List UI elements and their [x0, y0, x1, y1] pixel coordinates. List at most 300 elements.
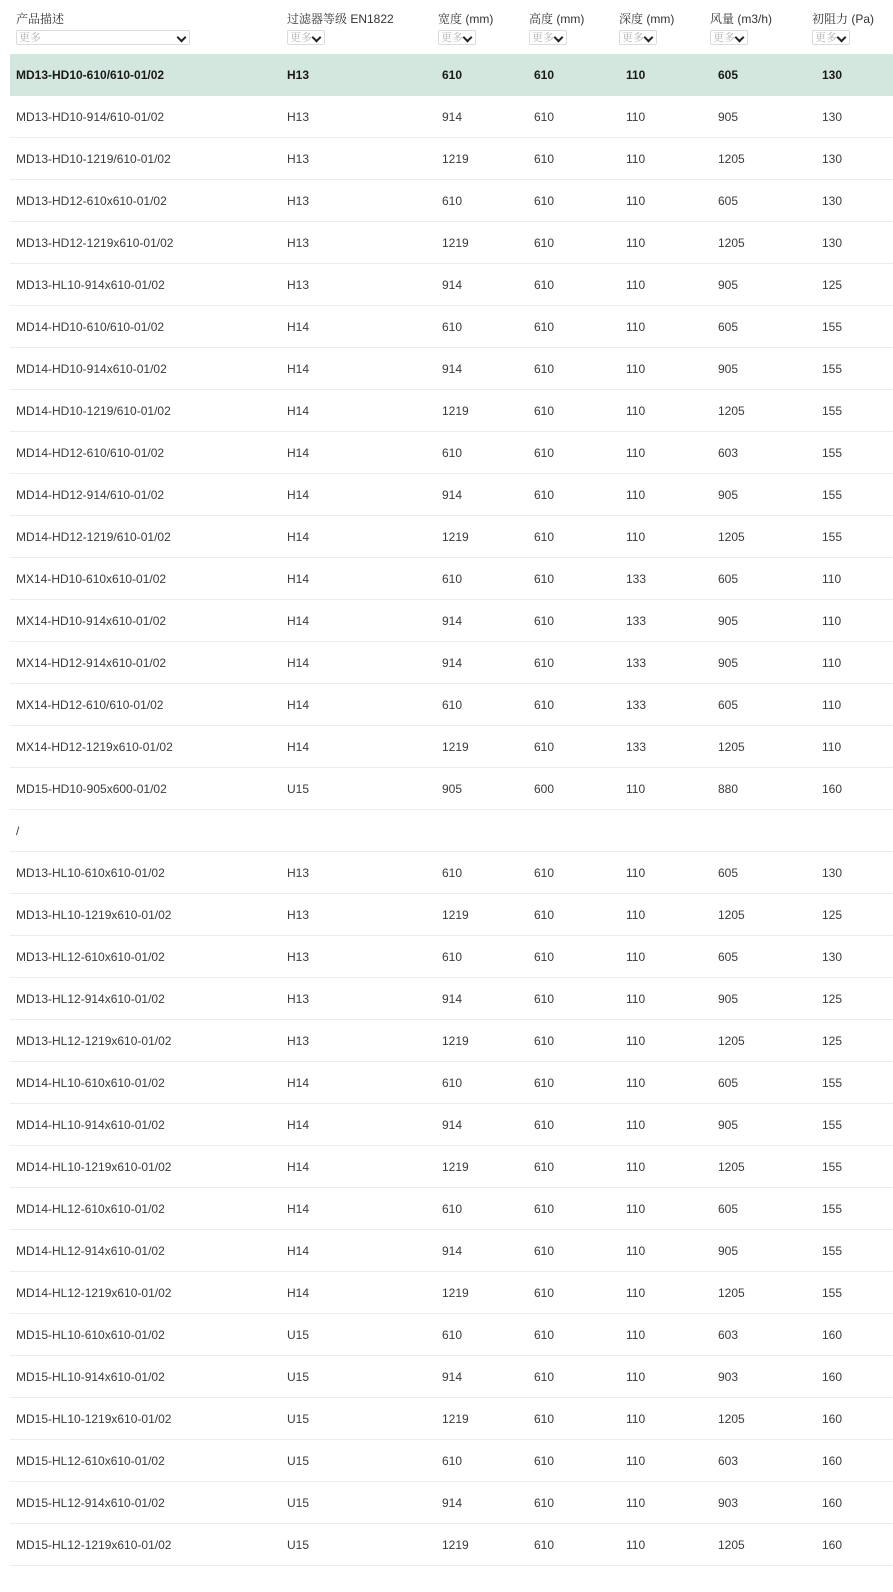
cell-width: 610	[442, 1076, 463, 1090]
cell-airflow: 605	[718, 320, 739, 334]
table-row[interactable]	[10, 1482, 893, 1524]
cell-filter-class: H13	[287, 866, 310, 880]
cell-description: MD14-HL12-1219x610-01/02	[16, 1286, 172, 1300]
cell-depth: 110	[626, 446, 646, 460]
cell-width: 914	[442, 1370, 463, 1384]
cell-filter-class: H14	[287, 1118, 310, 1132]
cell-initial-resistance: 160	[822, 1496, 843, 1510]
cell-width: 905	[442, 782, 463, 796]
cell-width: 1219	[442, 1538, 469, 1552]
cell-filter-class: H14	[287, 656, 310, 670]
cell-filter-class: H13	[287, 236, 310, 250]
cell-initial-resistance: 155	[822, 1286, 843, 1300]
cell-width: 610	[442, 446, 463, 460]
cell-initial-resistance: 155	[822, 446, 843, 460]
cell-filter-class: H13	[287, 950, 310, 964]
cell-width: 914	[442, 362, 463, 376]
cell-height: 610	[534, 1286, 555, 1300]
cell-height: 610	[534, 152, 555, 166]
cell-description: MD13-HL12-914x610-01/02	[16, 992, 165, 1006]
cell-description: MX14-HD12-914x610-01/02	[16, 656, 167, 670]
cell-initial-resistance: 160	[822, 1538, 843, 1552]
cell-depth: 110	[626, 404, 646, 418]
cell-initial-resistance: 160	[822, 1328, 843, 1342]
cell-initial-resistance: 155	[822, 1076, 843, 1090]
table-row[interactable]	[10, 432, 893, 474]
cell-width: 1219	[442, 1412, 469, 1426]
cell-description: MD15-HD10-905x600-01/02	[16, 782, 167, 796]
cell-width: 610	[442, 950, 463, 964]
cell-height: 610	[534, 866, 555, 880]
cell-depth: 133	[626, 698, 647, 712]
cell-description: /	[16, 824, 20, 838]
cell-airflow: 903	[718, 1496, 739, 1510]
cell-depth: 110	[626, 1160, 646, 1174]
cell-description: MD14-HD12-610/610-01/02	[16, 446, 165, 460]
cell-initial-resistance: 160	[822, 1370, 843, 1384]
cell-airflow: 905	[718, 362, 739, 376]
cell-airflow: 905	[718, 278, 739, 292]
cell-description: MX14-HD12-1219x610-01/02	[16, 740, 173, 754]
cell-initial-resistance: 155	[822, 1202, 843, 1216]
cell-description: MD13-HD10-1219/610-01/02	[16, 152, 171, 166]
cell-depth: 133	[626, 656, 647, 670]
table-row[interactable]	[10, 180, 893, 222]
cell-airflow: 605	[718, 950, 739, 964]
cell-filter-class: H14	[287, 362, 310, 376]
cell-description: MD15-HL12-610x610-01/02	[16, 1454, 165, 1468]
cell-initial-resistance: 130	[822, 194, 843, 208]
cell-description: MD14-HL12-610x610-01/02	[16, 1202, 165, 1216]
cell-initial-resistance: 155	[822, 1244, 843, 1258]
cell-width: 610	[442, 866, 463, 880]
cell-initial-resistance: 130	[822, 236, 843, 250]
cell-depth: 110	[626, 1118, 646, 1132]
cell-description: MD15-HL10-914x610-01/02	[16, 1370, 165, 1384]
cell-filter-class: U15	[287, 1370, 310, 1384]
cell-depth: 110	[626, 278, 646, 292]
cell-initial-resistance: 155	[822, 320, 843, 334]
table-row[interactable]	[10, 936, 893, 978]
cell-initial-resistance: 130	[822, 950, 843, 964]
cell-width: 1219	[442, 530, 469, 544]
cell-airflow: 1205	[718, 1412, 745, 1426]
cell-height: 610	[534, 1538, 555, 1552]
cell-filter-class: H14	[287, 614, 310, 628]
cell-airflow: 1205	[718, 1034, 745, 1048]
table-row[interactable]	[10, 894, 893, 936]
cell-description: MD14-HD12-1219/610-01/02	[16, 530, 171, 544]
cell-filter-class: U15	[287, 1328, 310, 1342]
chevron-down-icon	[644, 33, 654, 43]
cell-airflow: 603	[718, 1328, 739, 1342]
cell-airflow: 1205	[718, 1538, 745, 1552]
table-row[interactable]	[10, 1188, 893, 1230]
table-row[interactable]	[10, 348, 893, 390]
cell-description: MD13-HL12-1219x610-01/02	[16, 1034, 172, 1048]
filter-select-height[interactable]: 更多	[529, 30, 567, 45]
cell-description: MD13-HL10-1219x610-01/02	[16, 908, 172, 922]
cell-depth: 133	[626, 614, 647, 628]
cell-width: 914	[442, 110, 463, 124]
cell-height: 610	[534, 1034, 555, 1048]
cell-height: 610	[534, 1454, 555, 1468]
cell-description: MX14-HD10-914x610-01/02	[16, 614, 167, 628]
cell-height: 610	[534, 68, 555, 82]
cell-filter-class: U15	[287, 1454, 310, 1468]
cell-depth: 110	[626, 236, 646, 250]
cell-airflow: 1205	[718, 530, 745, 544]
table-row[interactable]	[10, 1104, 893, 1146]
cell-height: 610	[534, 1202, 555, 1216]
cell-width: 610	[442, 1454, 463, 1468]
cell-initial-resistance: 160	[822, 1454, 843, 1468]
table-row[interactable]	[10, 138, 893, 180]
cell-height: 610	[534, 194, 555, 208]
cell-width: 610	[442, 194, 463, 208]
cell-initial-resistance: 125	[822, 992, 843, 1006]
cell-initial-resistance: 110	[822, 698, 842, 712]
cell-height: 610	[534, 950, 555, 964]
table-row[interactable]	[10, 726, 893, 768]
cell-initial-resistance: 110	[822, 614, 842, 628]
cell-depth: 110	[626, 530, 646, 544]
cell-airflow: 905	[718, 656, 739, 670]
cell-width: 914	[442, 488, 463, 502]
cell-width: 610	[442, 698, 463, 712]
cell-depth: 110	[626, 1538, 646, 1552]
cell-filter-class: H13	[287, 1034, 310, 1048]
cell-height: 610	[534, 698, 555, 712]
cell-filter-class: H13	[287, 68, 310, 82]
cell-width: 1219	[442, 236, 469, 250]
table-row[interactable]	[10, 306, 893, 348]
cell-filter-class: H14	[287, 530, 310, 544]
cell-initial-resistance: 110	[822, 572, 842, 586]
cell-airflow: 1205	[718, 404, 745, 418]
cell-filter-class: U15	[287, 1496, 310, 1510]
cell-filter-class: H13	[287, 992, 310, 1006]
table-row[interactable]	[10, 264, 893, 306]
filter-select-initial-resistance[interactable]: 更多	[812, 30, 850, 45]
cell-filter-class: H13	[287, 152, 310, 166]
cell-description: MD14-HD10-1219/610-01/02	[16, 404, 171, 418]
cell-height: 610	[534, 530, 555, 544]
column-header-airflow: 风量 (m3/h)	[710, 12, 773, 26]
cell-width: 1219	[442, 1286, 469, 1300]
cell-width: 610	[442, 1202, 463, 1216]
cell-airflow: 605	[718, 68, 739, 82]
table-row[interactable]	[10, 96, 893, 138]
table-row[interactable]	[10, 978, 893, 1020]
cell-filter-class: H14	[287, 572, 310, 586]
cell-depth: 110	[626, 194, 646, 208]
cell-height: 610	[534, 362, 555, 376]
cell-description: MD13-HL10-610x610-01/02	[16, 866, 165, 880]
table-row[interactable]	[10, 1020, 893, 1062]
cell-initial-resistance: 110	[822, 740, 842, 754]
cell-description: MD14-HD10-610/610-01/02	[16, 320, 165, 334]
cell-height: 610	[534, 320, 555, 334]
cell-airflow: 603	[718, 1454, 739, 1468]
cell-height: 610	[534, 488, 555, 502]
cell-airflow: 880	[718, 782, 739, 796]
cell-filter-class: H13	[287, 194, 310, 208]
cell-width: 914	[442, 1118, 463, 1132]
table-row[interactable]	[10, 1398, 893, 1440]
cell-height: 610	[534, 110, 555, 124]
cell-description: MD14-HD12-914/610-01/02	[16, 488, 165, 502]
cell-depth: 110	[626, 320, 646, 334]
cell-initial-resistance: 160	[822, 1412, 843, 1426]
column-header-depth: 深度 (mm)	[619, 12, 675, 26]
cell-airflow: 1205	[718, 236, 745, 250]
cell-height: 610	[534, 1118, 555, 1132]
cell-initial-resistance: 125	[822, 278, 843, 292]
filter-select-airflow[interactable]: 更多	[710, 30, 748, 45]
cell-height: 610	[534, 1160, 555, 1174]
cell-depth: 110	[626, 1328, 646, 1342]
cell-depth: 110	[626, 1412, 646, 1426]
column-header-filter-class: 过滤器等级 EN1822	[287, 12, 394, 26]
cell-filter-class: H13	[287, 908, 310, 922]
cell-initial-resistance: 130	[822, 866, 843, 880]
cell-initial-resistance: 110	[822, 656, 842, 670]
table-row[interactable]	[10, 1440, 893, 1482]
cell-initial-resistance: 155	[822, 362, 843, 376]
cell-height: 610	[534, 572, 555, 586]
table-row[interactable]	[10, 684, 893, 726]
cell-width: 914	[442, 656, 463, 670]
cell-initial-resistance: 130	[822, 152, 843, 166]
filter-select-depth[interactable]: 更多	[619, 30, 657, 45]
cell-width: 914	[442, 614, 463, 628]
cell-description: MX14-HD10-610x610-01/02	[16, 572, 167, 586]
cell-airflow: 1205	[718, 740, 745, 754]
cell-width: 610	[442, 68, 463, 82]
cell-height: 610	[534, 404, 555, 418]
cell-airflow: 605	[718, 1202, 739, 1216]
cell-description: MX14-HD12-610/610-01/02	[16, 698, 164, 712]
chevron-down-icon	[735, 33, 745, 43]
cell-height: 610	[534, 908, 555, 922]
cell-width: 1219	[442, 908, 469, 922]
cell-height: 610	[534, 1412, 555, 1426]
cell-airflow: 1205	[718, 908, 745, 922]
cell-description: MD15-HL10-1219x610-01/02	[16, 1412, 172, 1426]
cell-initial-resistance: 155	[822, 404, 843, 418]
chevron-down-icon	[177, 33, 187, 43]
cell-depth: 110	[626, 488, 646, 502]
cell-filter-class: H14	[287, 1244, 310, 1258]
cell-width: 610	[442, 1328, 463, 1342]
table-row[interactable]	[10, 810, 893, 852]
cell-filter-class: H14	[287, 1076, 310, 1090]
cell-depth: 110	[626, 1076, 646, 1090]
cell-description: MD13-HD12-610x610-01/02	[16, 194, 167, 208]
cell-description: MD15-HL12-914x610-01/02	[16, 1496, 165, 1510]
cell-width: 914	[442, 1244, 463, 1258]
cell-airflow: 905	[718, 992, 739, 1006]
table-row[interactable]	[10, 1146, 893, 1188]
cell-filter-class: H14	[287, 698, 310, 712]
cell-description: MD13-HD10-914/610-01/02	[16, 110, 165, 124]
cell-depth: 133	[626, 740, 647, 754]
cell-description: MD14-HD10-914x610-01/02	[16, 362, 167, 376]
cell-filter-class: H14	[287, 1160, 310, 1174]
cell-description: MD14-HL10-914x610-01/02	[16, 1118, 165, 1132]
cell-depth: 110	[626, 1286, 646, 1300]
column-header-initial-resistance: 初阻力 (Pa)	[812, 12, 875, 26]
cell-filter-class: H14	[287, 1202, 310, 1216]
table-row[interactable]	[10, 1272, 893, 1314]
table-row[interactable]	[10, 1314, 893, 1356]
cell-depth: 110	[626, 950, 646, 964]
cell-initial-resistance: 130	[822, 110, 843, 124]
cell-filter-class: U15	[287, 782, 310, 796]
cell-depth: 133	[626, 572, 647, 586]
column-header-description: 产品描述	[16, 12, 65, 26]
cell-description: MD14-HL10-1219x610-01/02	[16, 1160, 172, 1174]
filter-select-filter-class[interactable]: 更多	[287, 30, 325, 45]
cell-width: 1219	[442, 404, 469, 418]
cell-width: 914	[442, 278, 463, 292]
cell-airflow: 905	[718, 1244, 739, 1258]
table-row[interactable]	[10, 642, 893, 684]
table-header	[10, 0, 893, 54]
chevron-down-icon	[554, 33, 564, 43]
table-row[interactable]	[10, 474, 893, 516]
cell-airflow: 905	[718, 614, 739, 628]
cell-height: 610	[534, 614, 555, 628]
cell-initial-resistance: 155	[822, 1118, 843, 1132]
table-row[interactable]	[10, 516, 893, 558]
cell-description: MD13-HD10-610/610-01/02	[16, 68, 165, 82]
table-row[interactable]	[10, 54, 893, 96]
cell-initial-resistance: 125	[822, 1034, 843, 1048]
cell-airflow: 903	[718, 1370, 739, 1384]
cell-airflow: 905	[718, 110, 739, 124]
cell-depth: 110	[626, 908, 646, 922]
cell-airflow: 605	[718, 866, 739, 880]
cell-description: MD15-HL10-610x610-01/02	[16, 1328, 165, 1342]
cell-description: MD14-HL12-914x610-01/02	[16, 1244, 165, 1258]
cell-depth: 110	[626, 782, 646, 796]
cell-initial-resistance: 155	[822, 488, 843, 502]
cell-airflow: 605	[718, 572, 739, 586]
cell-height: 610	[534, 1076, 555, 1090]
cell-airflow: 905	[718, 488, 739, 502]
cell-height: 610	[534, 656, 555, 670]
column-header-height: 高度 (mm)	[529, 12, 585, 26]
cell-filter-class: H14	[287, 446, 310, 460]
cell-depth: 110	[626, 1202, 646, 1216]
cell-width: 610	[442, 572, 463, 586]
cell-height: 610	[534, 740, 555, 754]
table-row[interactable]	[10, 852, 893, 894]
table-row[interactable]	[10, 1356, 893, 1398]
cell-initial-resistance: 130	[822, 68, 843, 82]
cell-description: MD15-HL12-1219x610-01/02	[16, 1538, 172, 1552]
column-header-width: 宽度 (mm)	[438, 12, 494, 26]
table-row[interactable]	[10, 1524, 893, 1566]
cell-depth: 110	[626, 1496, 646, 1510]
table-row[interactable]	[10, 222, 893, 264]
cell-filter-class: H14	[287, 320, 310, 334]
table-row[interactable]	[10, 1230, 893, 1272]
cell-filter-class: U15	[287, 1412, 310, 1426]
cell-description: MD13-HD12-1219x610-01/02	[16, 236, 174, 250]
table-body	[10, 54, 893, 1566]
cell-description: MD13-HL10-914x610-01/02	[16, 278, 165, 292]
cell-airflow: 1205	[718, 152, 745, 166]
cell-filter-class: H13	[287, 278, 310, 292]
chevron-down-icon	[837, 33, 847, 43]
cell-width: 914	[442, 992, 463, 1006]
chevron-down-icon	[312, 33, 322, 43]
table-row[interactable]	[10, 390, 893, 432]
cell-airflow: 605	[718, 1076, 739, 1090]
cell-initial-resistance: 155	[822, 1160, 843, 1174]
cell-initial-resistance: 125	[822, 908, 843, 922]
cell-depth: 110	[626, 68, 646, 82]
cell-width: 1219	[442, 1034, 469, 1048]
cell-filter-class: H14	[287, 488, 310, 502]
table-row[interactable]	[10, 1062, 893, 1104]
cell-width: 1219	[442, 740, 469, 754]
cell-depth: 110	[626, 1454, 646, 1468]
cell-initial-resistance: 155	[822, 530, 843, 544]
cell-filter-class: H14	[287, 404, 310, 418]
cell-depth: 110	[626, 110, 646, 124]
cell-description: MD13-HL12-610x610-01/02	[16, 950, 165, 964]
cell-depth: 110	[626, 992, 646, 1006]
cell-width: 1219	[442, 152, 469, 166]
cell-height: 610	[534, 1244, 555, 1258]
cell-height: 610	[534, 1370, 555, 1384]
cell-height: 610	[534, 446, 555, 460]
cell-filter-class: H14	[287, 1286, 310, 1300]
cell-airflow: 1205	[718, 1286, 745, 1300]
cell-depth: 110	[626, 866, 646, 880]
table-row[interactable]	[10, 558, 893, 600]
table-row[interactable]	[10, 768, 893, 810]
cell-description: MD14-HL10-610x610-01/02	[16, 1076, 165, 1090]
cell-depth: 110	[626, 362, 646, 376]
cell-filter-class: U15	[287, 1538, 310, 1552]
cell-airflow: 905	[718, 1118, 739, 1132]
chevron-down-icon	[463, 33, 473, 43]
cell-width: 1219	[442, 1160, 469, 1174]
table-row[interactable]	[10, 600, 893, 642]
cell-depth: 110	[626, 1034, 646, 1048]
cell-height: 610	[534, 236, 555, 250]
cell-height: 610	[534, 1328, 555, 1342]
cell-height: 610	[534, 278, 555, 292]
cell-height: 600	[534, 782, 555, 796]
filter-select-description[interactable]: 更多	[16, 30, 190, 45]
cell-depth: 110	[626, 152, 646, 166]
cell-depth: 110	[626, 1370, 646, 1384]
cell-airflow: 605	[718, 194, 739, 208]
cell-initial-resistance: 160	[822, 782, 843, 796]
cell-airflow: 603	[718, 446, 739, 460]
cell-width: 914	[442, 1496, 463, 1510]
cell-width: 610	[442, 320, 463, 334]
filter-select-width[interactable]: 更多	[438, 30, 476, 45]
cell-height: 610	[534, 992, 555, 1006]
cell-filter-class: H13	[287, 110, 310, 124]
